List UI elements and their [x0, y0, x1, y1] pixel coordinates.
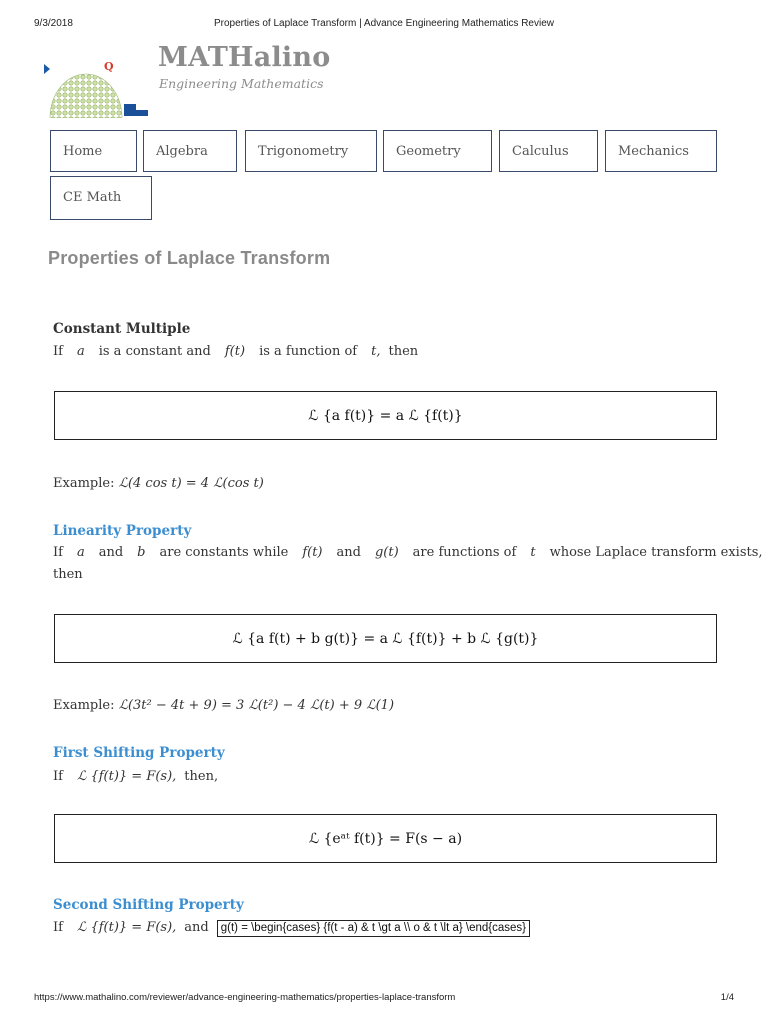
text-and: and: [184, 920, 209, 935]
page-title: Properties of Laplace Transform: [48, 248, 331, 268]
formula-first-shifting: ℒ {eᵃᵗ f(t)} = F(s − a): [54, 814, 717, 863]
var-a: a: [76, 344, 85, 359]
text-then: then: [53, 567, 83, 582]
example-formula: ℒ(4 cos t) = 4 ℒ(cos t): [118, 476, 264, 491]
text-then: then,: [184, 769, 219, 784]
linearity-example: [53, 695, 394, 717]
text-if: If: [53, 769, 63, 784]
text-laplace-exists: whose Laplace transform exists,: [549, 545, 763, 560]
svg-text:Q: Q: [104, 60, 114, 73]
nav-trigonometry[interactable]: Trigonometry: [245, 130, 377, 172]
constant-multiple-text: [53, 341, 418, 363]
var-a: a: [76, 545, 85, 560]
nav-mechanics[interactable]: Mechanics: [605, 130, 717, 172]
formula-constant-multiple: ℒ {a f(t)} = a ℒ {f(t)}: [54, 391, 717, 440]
constant-example: [53, 473, 264, 495]
second-shifting-heading[interactable]: Second Shifting Property: [53, 897, 244, 913]
var-f-of-t: f(t): [302, 545, 323, 560]
text-constants: are constants while: [159, 545, 289, 560]
text-if: If: [53, 545, 63, 560]
site-slogan: Engineering Mathematics: [159, 76, 324, 91]
var-t: t: [530, 545, 536, 560]
print-date: 9/3/2018: [34, 18, 73, 29]
condition-formula: ℒ {f(t)} = F(s),: [76, 769, 177, 784]
linearity-text: [53, 542, 763, 586]
text-constant: is a constant and: [98, 344, 211, 359]
site-name[interactable]: MATHalino: [158, 42, 331, 73]
text-and: and: [336, 545, 361, 560]
text-if: If: [53, 920, 63, 935]
print-footer: [0, 990, 768, 1006]
site-logo[interactable]: [44, 56, 154, 118]
print-title: Properties of Laplace Transform | Advance Engineering Mathematics Review: [214, 18, 554, 29]
text-functions: are functions of: [412, 545, 517, 560]
print-url: https://www.mathalino.com/reviewer/advance-engineering-mathematics/properties-laplace-transform: [34, 992, 456, 1003]
var-g-of-t: g(t): [374, 545, 399, 560]
example-label: Example:: [53, 476, 115, 491]
nav-ce-math[interactable]: CE Math: [50, 176, 152, 220]
nav-home[interactable]: Home: [50, 130, 137, 172]
text-and: and: [98, 545, 124, 560]
first-shifting-heading[interactable]: First Shifting Property: [53, 745, 225, 761]
second-shifting-text: [53, 917, 530, 939]
text-function: is a function of: [259, 344, 358, 359]
var-f-of-t: f(t): [224, 344, 246, 359]
condition-formula: ℒ {f(t)} = F(s),: [76, 920, 177, 935]
nav-algebra[interactable]: Algebra: [143, 130, 237, 172]
var-t: t,: [371, 344, 381, 359]
var-b: b: [137, 545, 146, 560]
print-page-number: 1/4: [720, 992, 734, 1003]
print-header: [0, 16, 768, 32]
text-then: then: [388, 344, 419, 359]
first-shifting-text: [53, 766, 218, 788]
nav-calculus[interactable]: Calculus: [499, 130, 598, 172]
geodesic-dome-icon: [44, 56, 154, 118]
nav-geometry[interactable]: Geometry: [383, 130, 492, 172]
example-label: Example:: [53, 698, 115, 713]
formula-linearity: ℒ {a f(t) + b g(t)} = a ℒ {f(t)} + b ℒ {g(t)}: [54, 614, 717, 663]
constant-multiple-heading: Constant Multiple: [53, 321, 191, 337]
text-if: If: [53, 344, 63, 359]
unrendered-latex: g(t) = \begin{cases} {f(t - a) & t \gt a \\ o & t \lt a} \end{cases}: [217, 920, 530, 937]
linearity-heading[interactable]: Linearity Property: [53, 523, 192, 539]
example-formula: ℒ(3t² − 4t + 9) = 3 ℒ(t²) − 4 ℒ(t) + 9 ℒ(1): [118, 698, 395, 713]
